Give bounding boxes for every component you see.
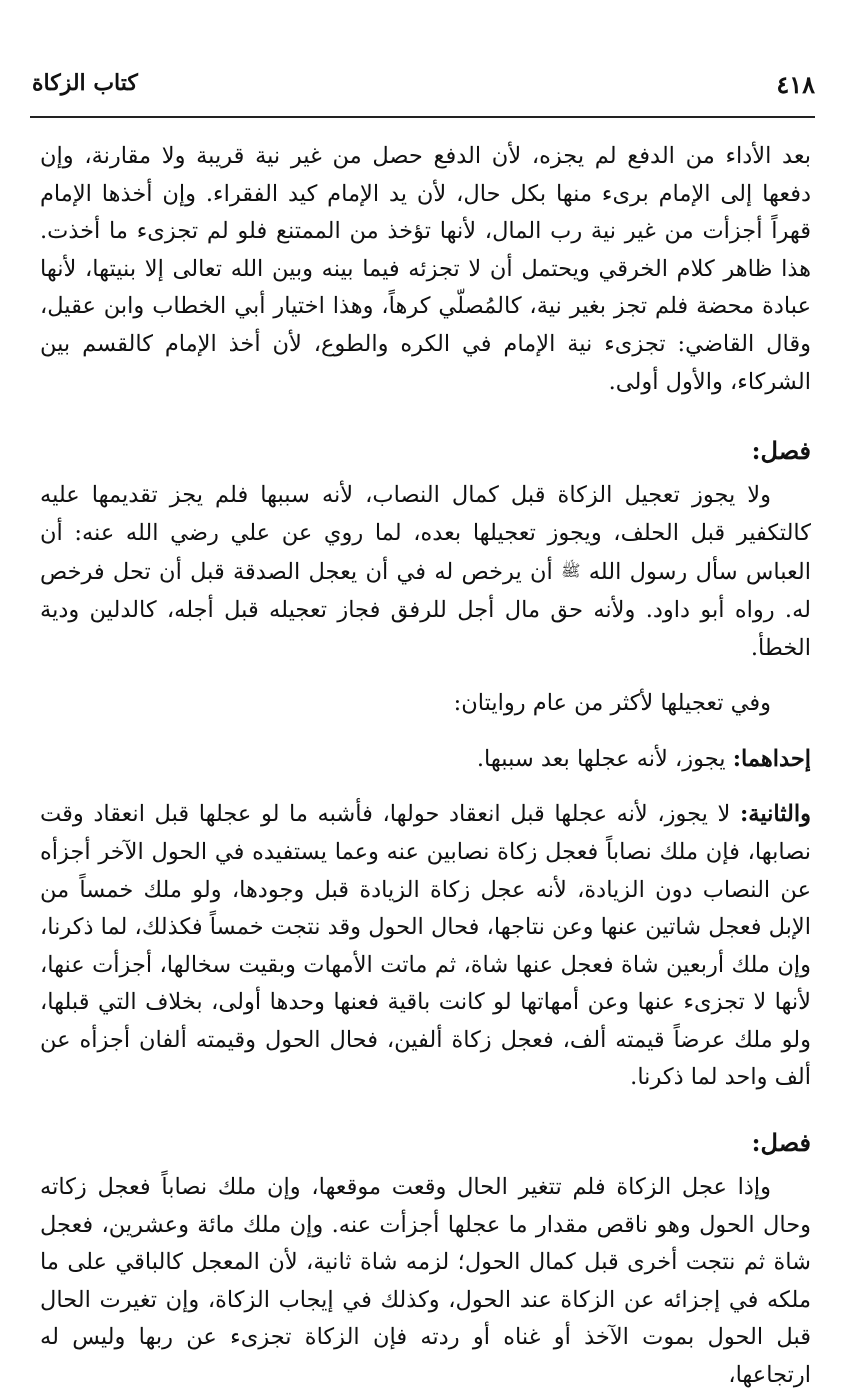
- paragraph-two-narrations: وفي تعجيلها لأكثر من عام روايتان:: [453, 690, 771, 717]
- paragraph-intention: بعد الأداء من الدفع لم يجزه، لأن الدفع حصل من غير نية قريبة ولا مقارنة، وإن دفعها إلى الإمام برىء منها بكل حال، لأن يد الإمام كيد الفقراء. وإن أخذها الإمام قهراً أجزأت من غير نية رب المال، لأنها تؤخذ من الممتنع فلو لم تجزىء ما أخذت. هذا ظاهر كلام الخرقي ويحتمل أن لا تجزئه فيما بينه وبين الله تعالى إلا بنيتها، لأنها عبادة محضة فلم تجز بغير نية، كالمُصلّي كرهاً، وهذا اختيار أبي الخطاب وابن عقيل، وقال القاضي: تجزىء نية الإمام في الكره والطوع، لأن أخذ الإمام كالقسم بين الشركاء، والأول أولى.: [40, 143, 811, 395]
- paragraph-unchanged-state: وإذا عجل الزكاة فلم تتغير الحال وقعت موقعها، وإن ملك نصاباً فعجل زكاته وحال الحول وهو ناقص مقدار ما عجلها أجزأت عنه. وإن ملك مائة وعشرين، فعجل شاة ثم نتجت أخرى قبل كمال الحول؛ لزمه شاة ثانية، لأن المعجل كالباقي على ما ملكه في إجزائه عن الزكاة عند الحول، وكذلك في إيجاب الزكاة، وإن تغيرت الحال قبل الحول بموت الآخذ أو غناه أو ردته فإن الزكاة تجزىء عن ربها وليس له ارتجاعها،: [40, 1174, 811, 1389]
- book-title: كتاب الزكاة: [32, 70, 138, 96]
- header-divider: [30, 116, 815, 118]
- salla-ligature: ﷺ: [561, 561, 581, 581]
- second-narration-text: لا يجوز، لأنه عجلها قبل انعقاد حولها، فأشبه ما لو عجلها قبل انعقاد وقت نصابها، فإن ملك نصاباً فعجل زكاة نصابين عنه وعما يستفيده في الحول الآخر أجزأه عن النصاب دون الزيادة، لأنه عجل زكاة الزيادة قبل وجودها، ولو ملك خمساً من الإبل فعجل شاتين عنها وعن نتاجها، فحال الحول وقد نتجت خمساً فكذلك، لما ذكرنا، وإن ملك أربعين شاة فعجل عنها شاة، ثم ماتت الأمهات وبقيت سخالها، أجزأت عنها، لأنها لا تجزىء عنها وعن أمهاتها لو كانت باقية فعنها وحدها أولى، بخلاف التي قبلها، ولو ملك عرضاً قيمته ألف، فعجل زكاة ألفين، فحال الحول وقيمته ألفان أجزأه عن ألف واحد لما ذكرنا.: [40, 801, 811, 1091]
- first-narration-label: إحداهما:: [732, 745, 811, 772]
- second-narration-label: والثانية:: [739, 801, 811, 828]
- page-header: [32, 68, 815, 108]
- paragraph-advance-payment: [40, 477, 811, 667]
- section-heading-advance-payment: فصل:: [751, 436, 811, 466]
- first-narration-text: يجوز، لأنه عجلها بعد سببها.: [476, 745, 726, 772]
- paragraph-text-part: ولا يجوز تعجيل الزكاة قبل كمال النصاب، لأنه سببها فلم يجز تقديمها عليه كالتكفير قبل الحلف، ويجوز تعجيلها بعده، لما روي عن علي رضي الله عنه: أن العباس سأل رسول الله: [40, 482, 812, 586]
- paragraph-first-narration: [40, 741, 811, 779]
- paragraph-second-narration: [40, 796, 811, 1097]
- page-number: ٤١٨: [776, 70, 815, 99]
- page-body: [40, 138, 811, 1395]
- paragraph-text-part: أن يرخص له في أن يعجل الصدقة قبل أن تحل فرخص له. رواه أبو داود. ولأنه حق مال أجل للرفق فجاز تعجيله قبل أجله، كالدلين ودية الخطأ.: [40, 559, 811, 661]
- section-heading-unchanged-state: فصل:: [751, 1128, 811, 1158]
